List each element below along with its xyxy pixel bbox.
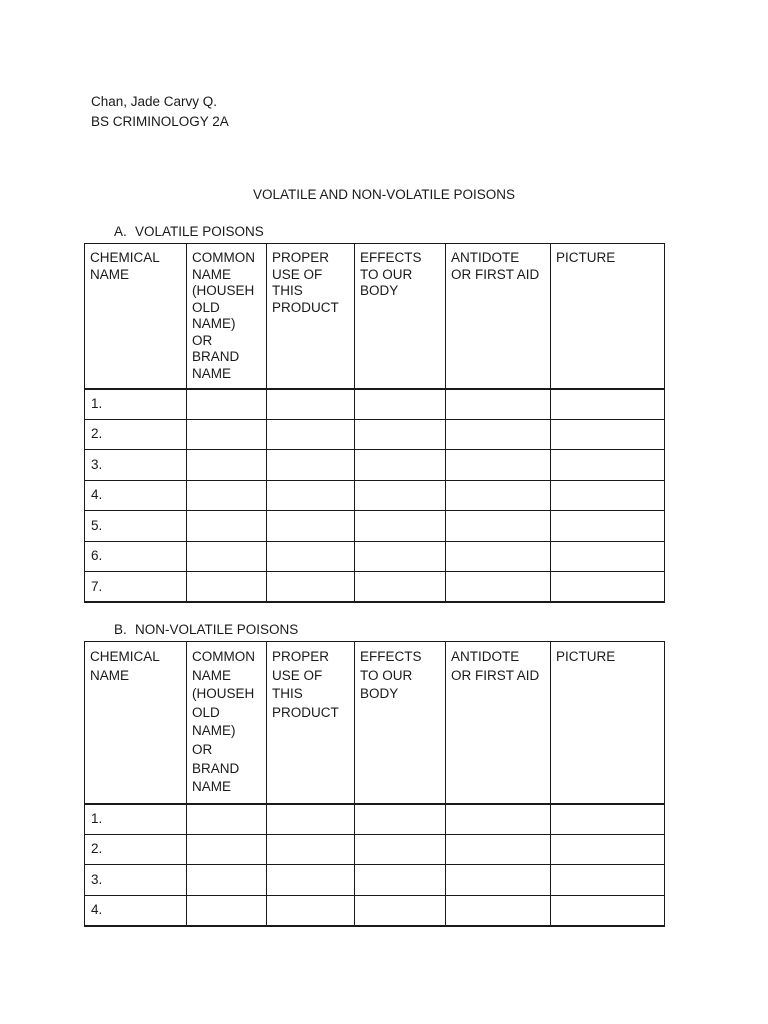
table-row xyxy=(85,511,665,542)
table-cell xyxy=(355,389,446,420)
table-cell xyxy=(446,804,551,835)
table-row xyxy=(85,834,665,865)
table-cell xyxy=(551,450,665,481)
row-number: 1. xyxy=(85,804,187,835)
table-cell xyxy=(187,511,267,542)
header-antidote: ANTIDOTE OR FIRST AID xyxy=(446,642,551,804)
header-proper-use: PROPER USE OF THIS PRODUCT xyxy=(267,642,355,804)
table-cell xyxy=(551,804,665,835)
table-cell xyxy=(187,389,267,420)
table-cell xyxy=(267,541,355,572)
table-cell xyxy=(446,419,551,450)
header-effects: EFFECTS TO OUR BODY xyxy=(355,642,446,804)
table-cell xyxy=(446,480,551,511)
header-effects: EFFECTS TO OUR BODY xyxy=(355,244,446,389)
row-number: 3. xyxy=(85,450,187,481)
table-row xyxy=(85,389,665,420)
header-proper-use: PROPER USE OF THIS PRODUCT xyxy=(267,244,355,389)
table-row xyxy=(85,572,665,603)
table-cell xyxy=(551,895,665,926)
table-cell xyxy=(187,572,267,603)
table-cell xyxy=(187,834,267,865)
table-row xyxy=(85,541,665,572)
table-row xyxy=(85,450,665,481)
row-number: 3. xyxy=(85,865,187,896)
header-picture: PICTURE xyxy=(551,244,665,389)
section-title: NON-VOLATILE POISONS xyxy=(135,622,299,637)
table-row xyxy=(85,480,665,511)
table-cell xyxy=(446,541,551,572)
table-cell xyxy=(267,511,355,542)
table-row xyxy=(85,865,665,896)
table-cell xyxy=(551,572,665,603)
table-cell xyxy=(355,834,446,865)
table-cell xyxy=(267,865,355,896)
table-cell xyxy=(446,572,551,603)
row-number: 6. xyxy=(85,541,187,572)
table-cell xyxy=(267,450,355,481)
non-volatile-poisons-table xyxy=(84,641,665,927)
section-heading-non-volatile xyxy=(114,621,298,639)
header-common-name: COMMON NAME (HOUSEH OLD NAME) OR BRAND NAME xyxy=(187,244,267,389)
table-cell xyxy=(187,480,267,511)
table-cell xyxy=(267,834,355,865)
table-cell xyxy=(446,865,551,896)
table-cell xyxy=(355,572,446,603)
table-cell xyxy=(446,895,551,926)
table-cell xyxy=(551,865,665,896)
volatile-poisons-table xyxy=(84,243,665,603)
table-cell xyxy=(187,804,267,835)
table-cell xyxy=(355,865,446,896)
table-cell xyxy=(446,511,551,542)
table-cell xyxy=(355,895,446,926)
table-cell xyxy=(267,895,355,926)
header-chemical-name: CHEMICAL NAME xyxy=(85,642,187,804)
author-block xyxy=(91,92,229,132)
section-title: VOLATILE POISONS xyxy=(135,224,264,239)
table-cell xyxy=(446,389,551,420)
table-cell xyxy=(267,419,355,450)
table-cell xyxy=(187,865,267,896)
table-row xyxy=(85,419,665,450)
section-marker: A. xyxy=(114,224,127,239)
section-heading-volatile xyxy=(114,223,264,241)
table-header-row xyxy=(85,244,665,389)
table-cell xyxy=(267,389,355,420)
table-row xyxy=(85,895,665,926)
table-header-row xyxy=(85,642,665,804)
table-cell xyxy=(267,572,355,603)
header-antidote: ANTIDOTE OR FIRST AID xyxy=(446,244,551,389)
header-chemical-name: CHEMICAL NAME xyxy=(85,244,187,389)
header-picture: PICTURE xyxy=(551,642,665,804)
row-number: 4. xyxy=(85,480,187,511)
table-cell xyxy=(355,450,446,481)
table-cell xyxy=(187,419,267,450)
header-common-name: COMMON NAME (HOUSEH OLD NAME) OR BRAND NAME xyxy=(187,642,267,804)
table-cell xyxy=(446,450,551,481)
table-cell xyxy=(551,419,665,450)
row-number: 7. xyxy=(85,572,187,603)
table-cell xyxy=(551,511,665,542)
table-cell xyxy=(355,419,446,450)
table-cell xyxy=(355,804,446,835)
table-cell xyxy=(267,480,355,511)
table-cell xyxy=(355,541,446,572)
table-cell xyxy=(267,804,355,835)
row-number: 1. xyxy=(85,389,187,420)
author-course: BS CRIMINOLOGY 2A xyxy=(91,114,229,129)
table-cell xyxy=(551,480,665,511)
table-cell xyxy=(187,541,267,572)
row-number: 2. xyxy=(85,834,187,865)
table-row xyxy=(85,804,665,835)
row-number: 5. xyxy=(85,511,187,542)
table-cell xyxy=(446,834,551,865)
table-cell xyxy=(551,834,665,865)
table-cell xyxy=(551,541,665,572)
table-cell xyxy=(355,480,446,511)
table-cell xyxy=(187,450,267,481)
document-title: VOLATILE AND NON-VOLATILE POISONS xyxy=(252,187,516,202)
row-number: 2. xyxy=(85,419,187,450)
table-cell xyxy=(551,389,665,420)
table-cell xyxy=(355,511,446,542)
table-cell xyxy=(187,895,267,926)
author-name: Chan, Jade Carvy Q. xyxy=(91,94,218,109)
section-marker: B. xyxy=(114,622,127,637)
row-number: 4. xyxy=(85,895,187,926)
